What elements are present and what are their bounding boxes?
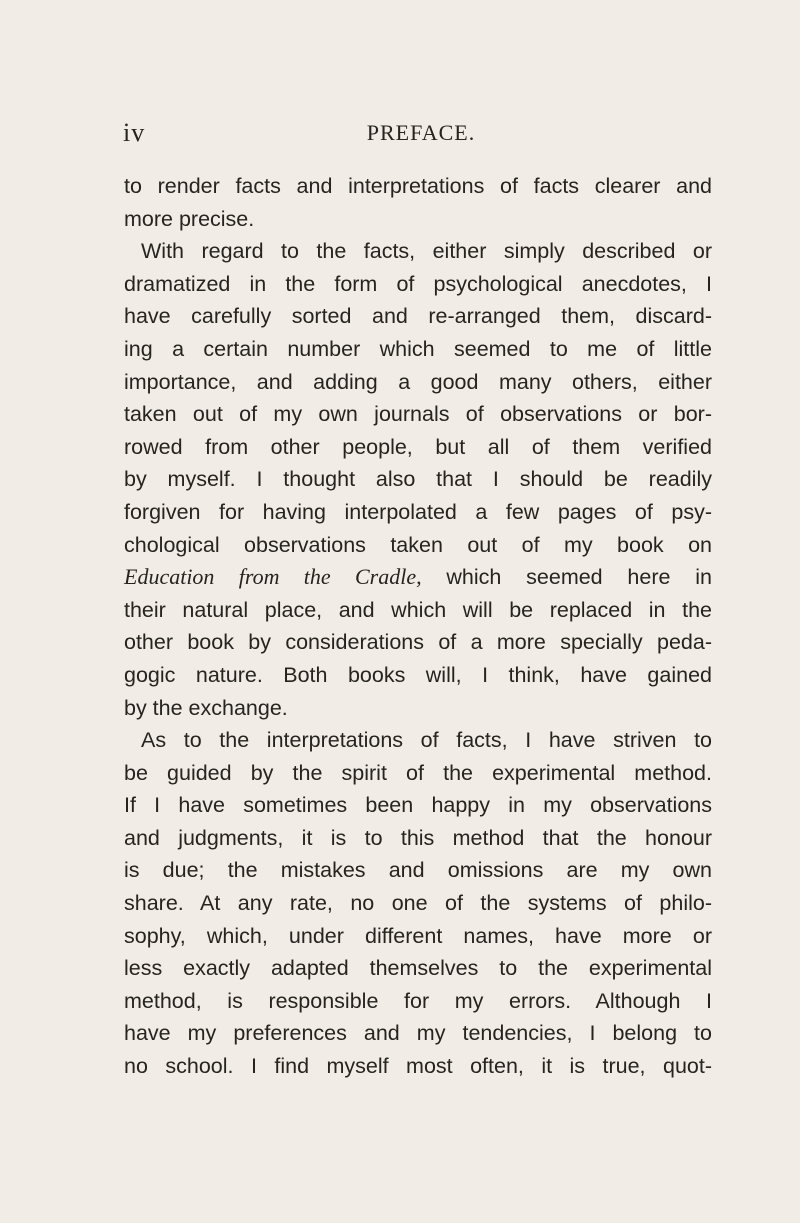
text-line: forgiven for having interpolated a few pages of psy- bbox=[124, 499, 712, 524]
text-line: have carefully sorted and re-arranged them, discard- bbox=[124, 304, 712, 329]
page-header bbox=[123, 118, 713, 148]
text-line: rowed from other people, but all of them verified bbox=[124, 434, 712, 459]
text-line: dramatized in the form of psychological anecdotes, I bbox=[124, 271, 712, 296]
text-line: ing a certain number which seemed to me of little bbox=[124, 336, 712, 361]
text-line: by the exchange. bbox=[124, 695, 288, 720]
text-line: their natural place, and which will be replaced in the bbox=[124, 597, 712, 622]
text-line: method, is responsible for my errors. Although I bbox=[124, 988, 712, 1013]
text-line: to render facts and interpretations of facts clearer and bbox=[124, 174, 712, 198]
text-line: importance, and adding a good many others, either bbox=[124, 369, 712, 394]
text-line: If I have sometimes been happy in my observations bbox=[124, 793, 712, 818]
body-text bbox=[124, 170, 712, 1083]
text-line: With regard to the facts, either simply described or bbox=[141, 239, 712, 264]
text-line: less exactly adapted themselves to the experimental bbox=[124, 956, 712, 981]
text-line-rest: which seemed here in bbox=[421, 565, 712, 590]
page-number: iv bbox=[123, 118, 146, 147]
text-line: and judgments, it is to this method that the honour bbox=[124, 825, 712, 850]
text-line: sophy, which, under different names, have more or bbox=[124, 923, 712, 948]
text-line: be guided by the spirit of the experimental method. bbox=[124, 760, 712, 785]
book-title-italic: Education from the Cradle, bbox=[124, 564, 422, 590]
text-line: taken out of my own journals of observations or bor- bbox=[124, 402, 712, 427]
text-line: share. At any rate, no one of the systems of philo- bbox=[124, 891, 712, 916]
text-line: chological observations taken out of my book on bbox=[124, 532, 712, 557]
text-line: by myself. I thought also that I should be readily bbox=[124, 467, 712, 492]
text-line: other book by considerations of a more specially peda- bbox=[124, 630, 712, 655]
text-line: gogic nature. Both books will, I think, have gained bbox=[124, 662, 712, 687]
text-line: more precise. bbox=[124, 206, 255, 231]
text-line: have my preferences and my tendencies, I belong to bbox=[124, 1021, 712, 1046]
text-line: no school. I find myself most often, it is true, quot- bbox=[124, 1054, 712, 1079]
text-line: As to the interpretations of facts, I have striven to bbox=[141, 728, 712, 753]
running-head: PREFACE. bbox=[366, 120, 476, 145]
text-line bbox=[124, 561, 712, 594]
text-line: is due; the mistakes and omissions are my own bbox=[124, 858, 712, 883]
